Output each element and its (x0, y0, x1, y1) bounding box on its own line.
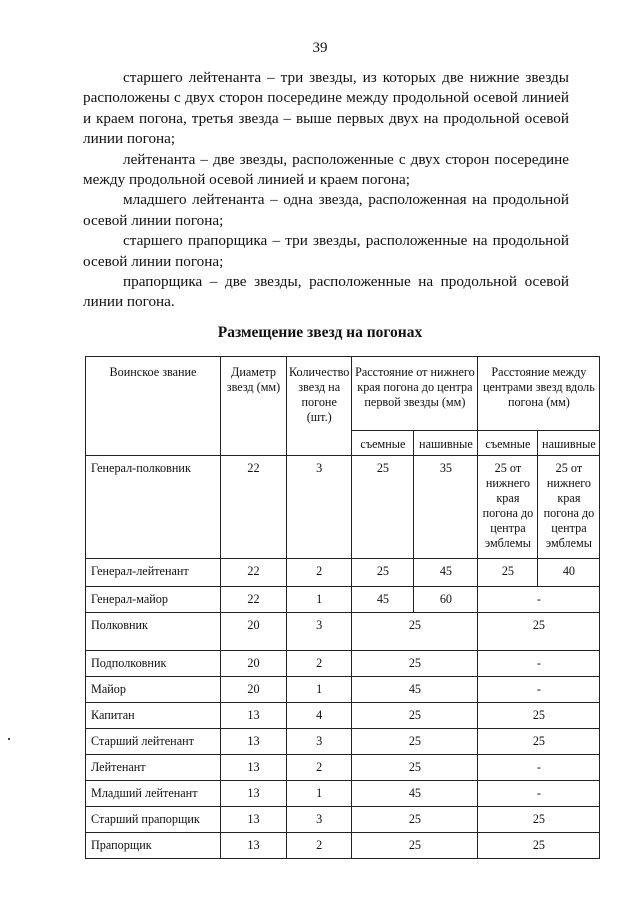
table-row (86, 755, 600, 781)
diameter-cell: 20 (221, 613, 287, 651)
rank-cell: Лейтенант (86, 755, 221, 781)
edge-sewn-cell: 35 (414, 456, 478, 559)
header-removable: съемные (478, 431, 538, 456)
star-placement-table (85, 356, 600, 859)
header-sewn: нашивные (538, 431, 600, 456)
edge-cell: 25 (352, 729, 478, 755)
table-row (86, 833, 600, 859)
header-diameter: Диаметр звезд (мм) (221, 357, 287, 456)
body-text (83, 68, 569, 313)
diameter-cell: 22 (221, 587, 287, 613)
paragraph: младшего лейтенанта – одна звезда, расположенная на продольной осевой линии погона; (83, 191, 569, 229)
page-number: 39 (312, 40, 328, 56)
rank-cell: Подполковник (86, 651, 221, 677)
paragraph: лейтенанта – две звезды, расположенные с двух сторон посередине между продольной осевой линией и краем погона; (83, 150, 569, 189)
rank-cell: Старший лейтенант (86, 729, 221, 755)
count-cell: 4 (287, 703, 352, 729)
count-cell: 1 (287, 587, 352, 613)
count-cell: 1 (287, 677, 352, 703)
table-row (86, 729, 600, 755)
centers-cell: 25 (478, 807, 600, 833)
centers-cell: 25 (478, 833, 600, 859)
diameter-cell: 13 (221, 703, 287, 729)
rank-cell: Младший лейтенант (86, 781, 221, 807)
centers-cell: 25 (478, 613, 600, 651)
table-row (86, 456, 600, 559)
edge-cell: 25 (352, 703, 478, 729)
header-distance-centers: Расстояние между центрами звезд вдоль погона (мм) (478, 357, 600, 431)
table-row (86, 807, 600, 833)
centers-cell: - (478, 781, 600, 807)
edge-cell: 25 (352, 651, 478, 677)
centers-cell: 25 (478, 729, 600, 755)
count-cell: 3 (287, 729, 352, 755)
rank-cell: Полковник (86, 613, 221, 651)
rank-cell: Генерал-майор (86, 587, 221, 613)
centers-removable-cell: 25 от нижнего края погона до центра эмблемы (478, 456, 538, 559)
count-cell: 2 (287, 833, 352, 859)
count-cell: 2 (287, 755, 352, 781)
table-row (86, 677, 600, 703)
diameter-cell: 20 (221, 651, 287, 677)
edge-sewn-cell: 45 (414, 559, 478, 587)
table-title: Размещение звезд на погонах (217, 324, 423, 341)
diameter-cell: 13 (221, 729, 287, 755)
edge-cell: 25 (352, 833, 478, 859)
table-row (86, 781, 600, 807)
diameter-cell: 13 (221, 807, 287, 833)
edge-cell: 25 (352, 807, 478, 833)
diameter-cell: 22 (221, 456, 287, 559)
edge-cell: 45 (352, 677, 478, 703)
rank-cell: Майор (86, 677, 221, 703)
diameter-cell: 13 (221, 833, 287, 859)
centers-cell: - (478, 755, 600, 781)
count-cell: 3 (287, 456, 352, 559)
count-cell: 1 (287, 781, 352, 807)
diameter-cell: 13 (221, 781, 287, 807)
edge-removable-cell: 25 (352, 456, 414, 559)
header-removable: съемные (352, 431, 414, 456)
edge-cell: 25 (352, 755, 478, 781)
header-distance-edge: Расстояние от нижнего края погона до центра первой звезды (мм) (352, 357, 478, 431)
edge-removable-cell: 25 (352, 559, 414, 587)
table-row (86, 559, 600, 587)
edge-cell: 45 (352, 781, 478, 807)
table-row (86, 587, 600, 613)
diameter-cell: 20 (221, 677, 287, 703)
count-cell: 3 (287, 807, 352, 833)
count-cell: 2 (287, 559, 352, 587)
count-cell: 2 (287, 651, 352, 677)
centers-removable-cell: 25 (478, 559, 538, 587)
edge-sewn-cell: 60 (414, 587, 478, 613)
table-row (86, 613, 600, 651)
count-cell: 3 (287, 613, 352, 651)
rank-cell: Капитан (86, 703, 221, 729)
edge-cell: 25 (352, 613, 478, 651)
centers-cell: - (478, 677, 600, 703)
edge-removable-cell: 45 (352, 587, 414, 613)
centers-sewn-cell: 40 (538, 559, 600, 587)
table-row (86, 703, 600, 729)
scan-speck (8, 738, 10, 740)
rank-cell: Старший прапорщик (86, 807, 221, 833)
paragraph: старшего прапорщика – три звезды, расположенные на продольной осевой линии погона; (83, 232, 569, 270)
rank-cell: Прапорщик (86, 833, 221, 859)
rank-cell: Генерал-полковник (86, 456, 221, 559)
rank-cell: Генерал-лейтенант (86, 559, 221, 587)
centers-cell: - (478, 651, 600, 677)
header-sewn: нашивные (414, 431, 478, 456)
paragraph: прапорщика – две звезды, расположенные на продольной осевой линии погона. (83, 273, 569, 311)
table-row (86, 651, 600, 677)
header-count: Количество звезд на погоне (шт.) (287, 357, 352, 456)
header-rank: Воинское звание (86, 357, 221, 456)
diameter-cell: 13 (221, 755, 287, 781)
centers-cell: - (478, 587, 600, 613)
centers-cell: 25 (478, 703, 600, 729)
paragraph: старшего лейтенанта – три звезды, из которых две нижние звезды расположены с двух сторон посередине между продольной осевой линией и краем погона, третья звезда – выше первых двух на продольной осевой линии погона; (83, 69, 569, 148)
diameter-cell: 22 (221, 559, 287, 587)
centers-sewn-cell: 25 от нижнего края погона до центра эмблемы (538, 456, 600, 559)
